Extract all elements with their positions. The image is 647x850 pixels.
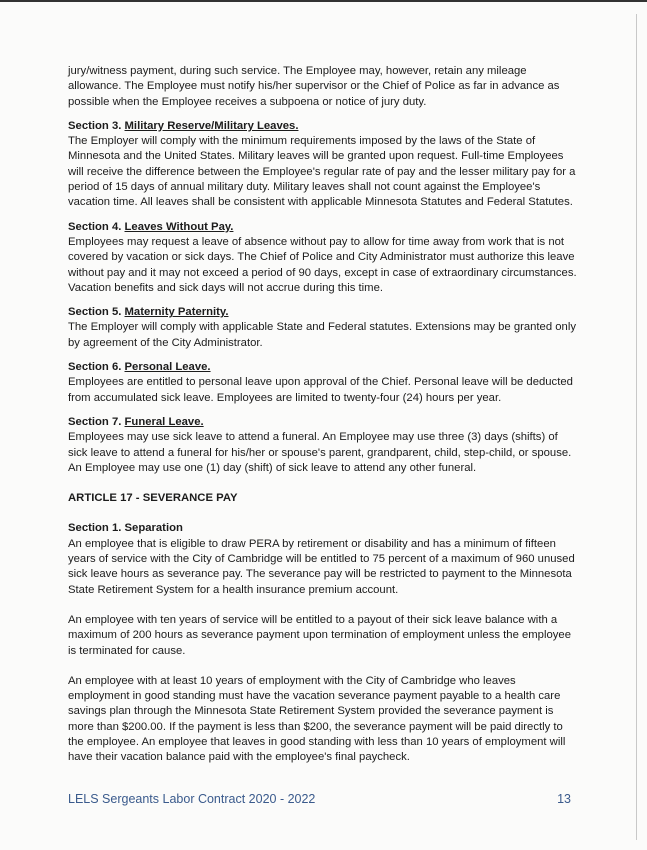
document-body [68,64,578,766]
section-5-heading: Section 5. Maternity Paternity. [68,306,229,319]
section-5-text: The Employer will comply with applicable State and Federal statutes. Extensions may be granted only by agreement of the City Administrator. [68,321,576,349]
section-6-text: Employees are entitled to personal leave upon approval of the Chief. Personal leave will be deducted from accumulated sick leave. Employees are limited to twenty-four (24) hours per year. [68,376,573,404]
section-6-heading: Section 6. Personal Leave. [68,361,211,374]
severance-paragraph-3: An employee with at least 10 years of employment with the City of Cambridge who leaves employment in good standing must have the vacation severance payment payable to a health care savings plan through the Minnesota State Retirement System provided the severance payment is more than $200.00. If the payment is less than $200, the severance payment will be paid directly to the employee. An employee that leaves in good standing with less than 10 years of employment will have their vacation balance paid with the employee's final paycheck. [68,674,566,764]
top-border [0,0,647,2]
section-3-heading: Section 3. Military Reserve/Military Leaves. [68,119,299,132]
article-section-1-heading: Section 1. Separation [68,522,183,535]
intro-paragraph: jury/witness payment, during such service. The Employee may, however, retain any mileage allowance. The Employee must notify his/her supervisor or the Chief of Police as far in advance as possible when the Employee receives a subpoena or notice of jury duty. [68,65,560,108]
footer-title: LELS Sergeants Labor Contract 2020 - 2022 [68,792,316,806]
section-7-text: Employees may use sick leave to attend a funeral. An Employee may use three (3) days (shifts) of sick leave to attend a funeral for his/her or spouse's parent, grandparent, child, step-child, or spouse. An Employee may use one (1) day (shift) of sick leave to attend any other funeral. [68,431,572,474]
section-3-text: The Employer will comply with the minimum requirements imposed by the laws of the State of Minnesota and the United States. Military leaves will be granted upon request. Full-time Employees will receive the difference between the Employee's regular rate of pay and the lesser military pay for a period of 15 days of annual military duty. Military leaves shall not count against the Employee's vacation time. All leaves shall be consistent with applicable Minnesota Statutes and Federal Statutes. [68,135,576,209]
section-7-heading: Section 7. Funeral Leave. [68,415,204,428]
severance-paragraph-1: An employee that is eligible to draw PERA by retirement or disability and has a minimum of fifteen years of service with the City of Cambridge will be entitled to 75 percent of a maximum of 960 unused sick leave hours as severance pay. The severance pay will be restricted to payment to the Minnesota State Retirement System for a health insurance premium account. [68,537,575,596]
severance-paragraph-2: An employee with ten years of service will be entitled to a payout of their sick leave balance with a maximum of 200 hours as severance payment upon termination of employment unless the employee is terminated for cause. [68,613,571,657]
page-number: 13 [557,792,571,806]
page-footer [68,792,571,806]
article-17-heading: ARTICLE 17 - SEVERANCE PAY [68,492,238,505]
section-4-heading: Section 4. Leaves Without Pay. [68,220,234,233]
right-margin-line [636,14,637,840]
section-4-text: Employees may request a leave of absence without pay to allow for time away from work that is not covered by vacation or sick days. The Chief of Police and City Administrator must authorize this leave without pay and it may not exceed a period of 90 days, except in case of extraordinary circumstances. Vacation benefits and sick days will not accrue during this time. [68,235,577,294]
